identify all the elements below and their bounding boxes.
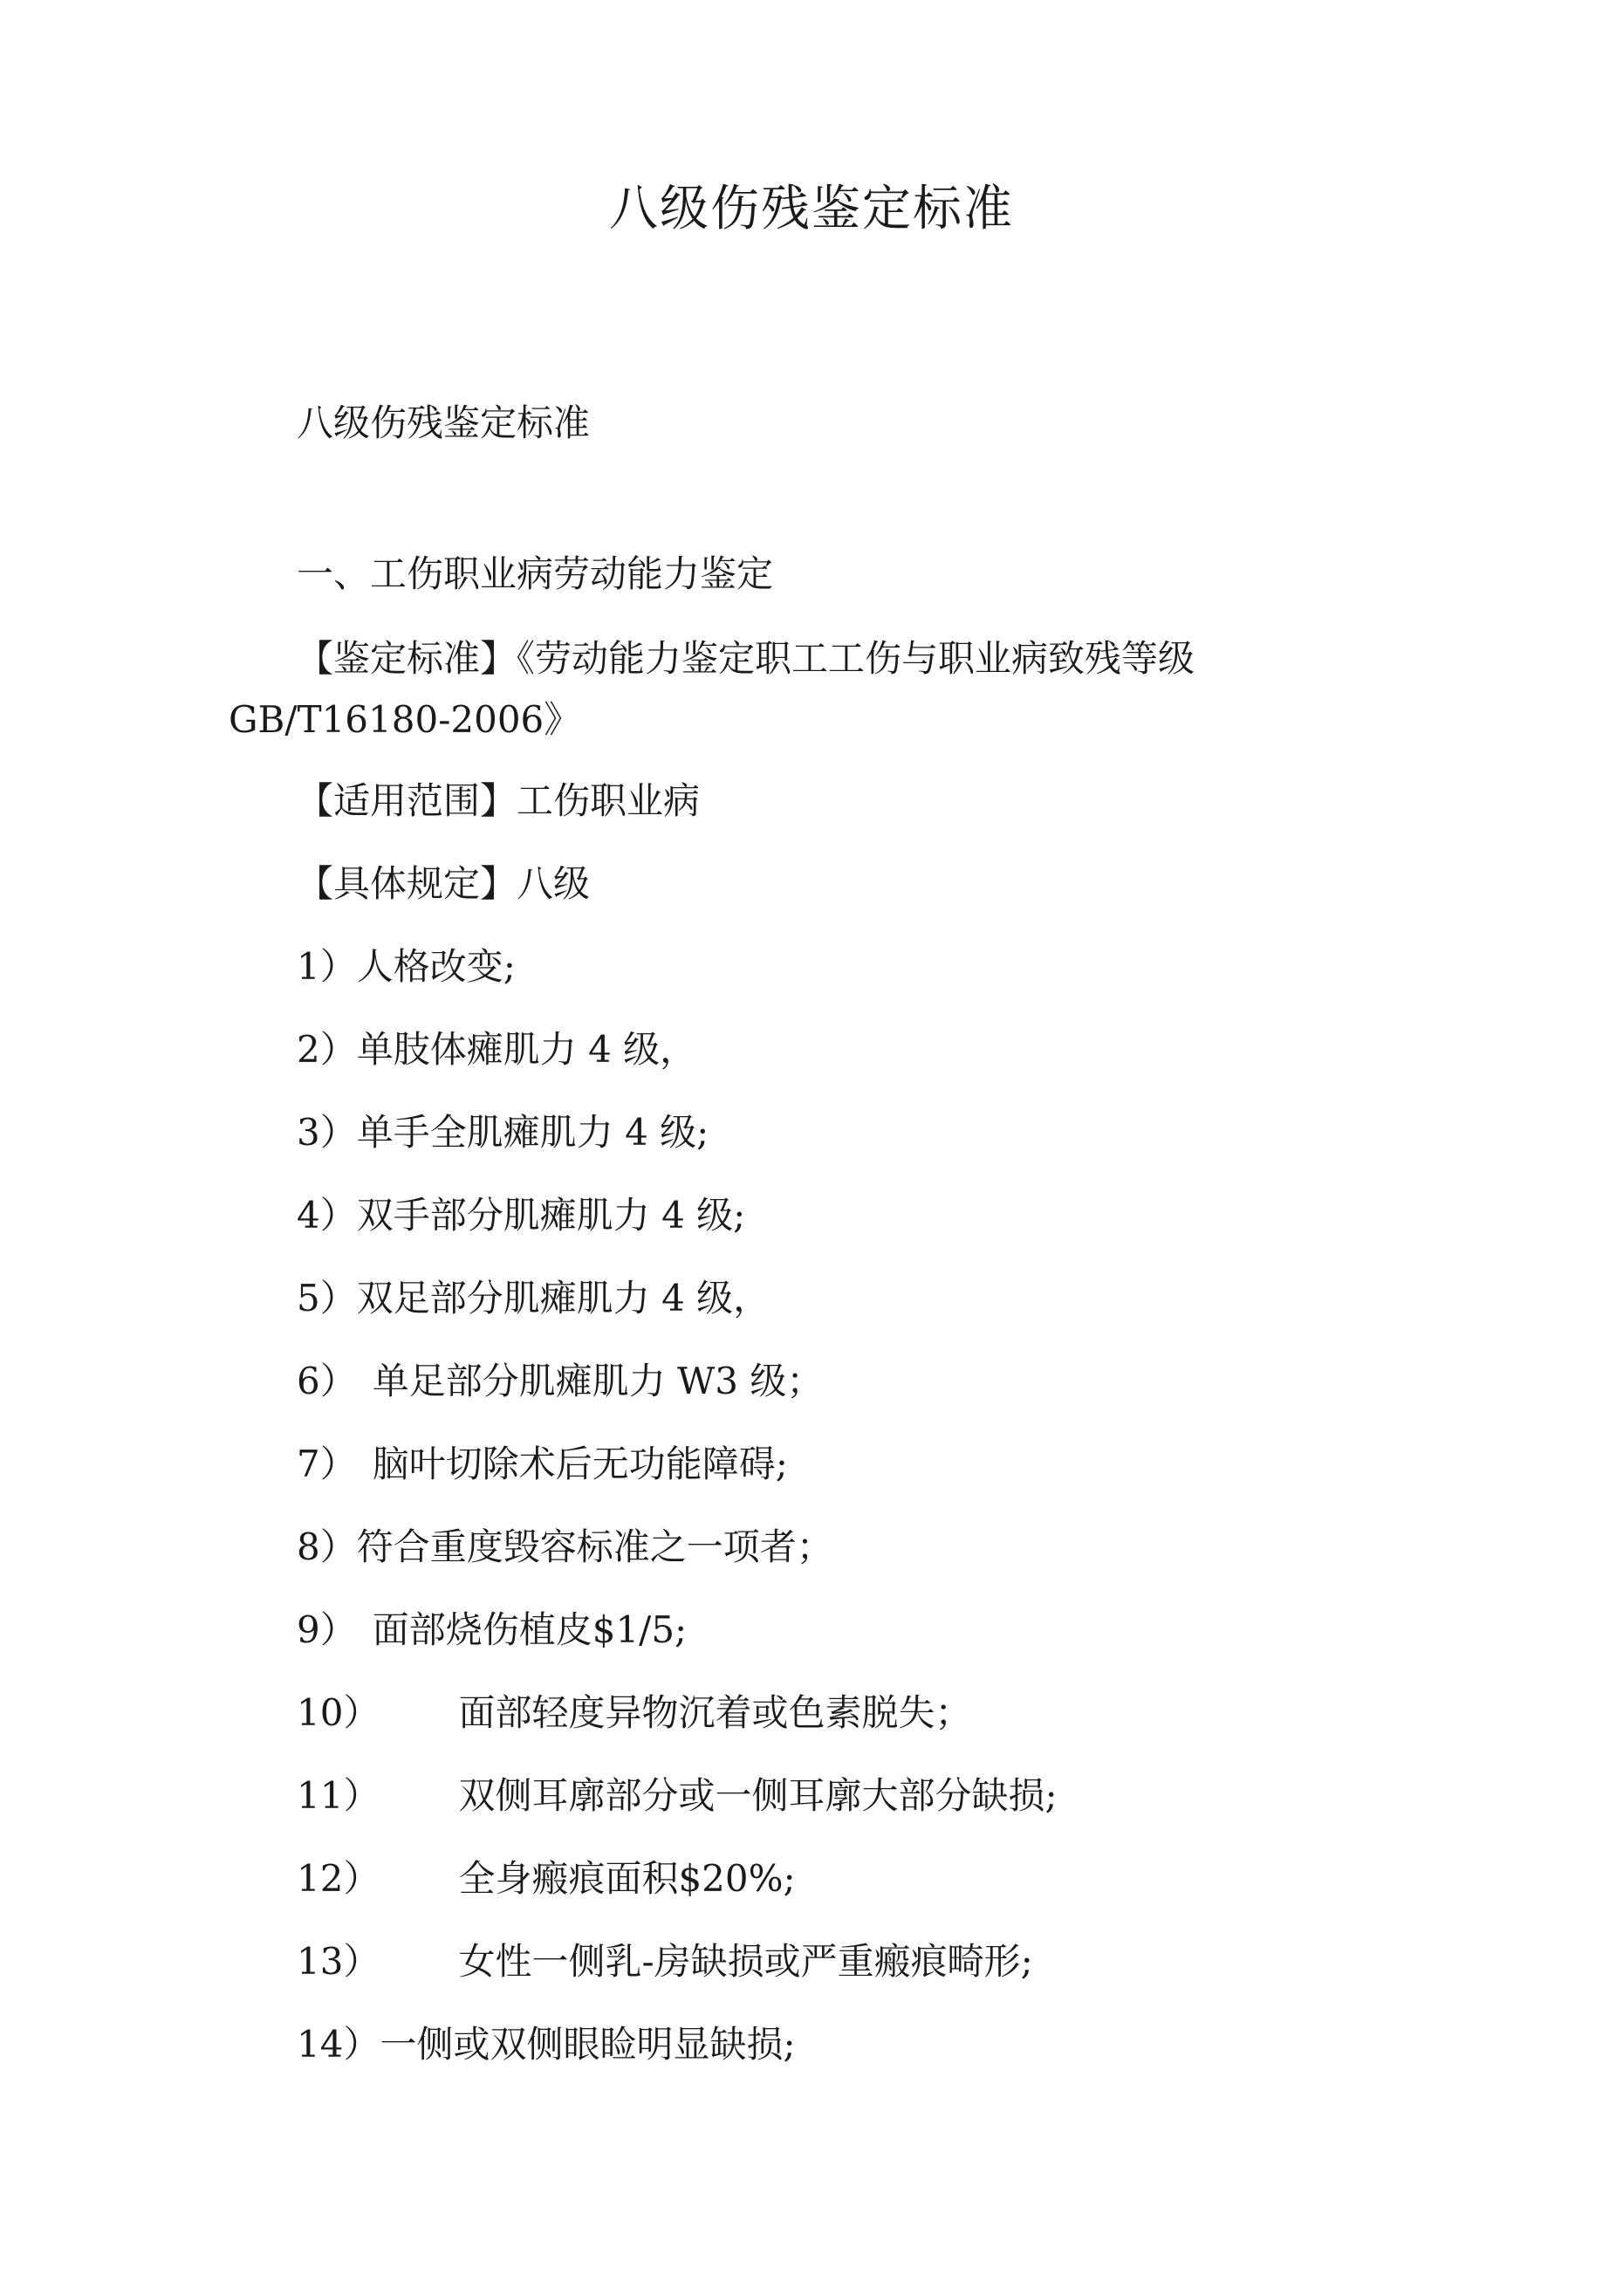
list-item-text: 双足部分肌瘫肌力 4 级， (356, 1277, 770, 1319)
rules-line (297, 858, 590, 910)
standard-label: 【鉴定标准】 (297, 637, 517, 680)
list-item (297, 2018, 796, 2071)
scope-label: 【适用范围】 (297, 779, 517, 822)
list-item (297, 1024, 696, 1076)
list-item-number: 3） (297, 1111, 357, 1154)
list-item-text: 双侧耳廓部分或一侧耳廓大部分缺损; (458, 1774, 1058, 1817)
scope-value: 工伤职业病 (517, 779, 701, 822)
list-item-text: 单手全肌瘫肌力 4 级; (356, 1111, 709, 1154)
list-item-number: 14） (297, 2023, 380, 2066)
list-item-number: 8） (297, 1525, 357, 1568)
list-item-text: 全身瘢痕面积$20%; (458, 1857, 796, 1900)
list-item-text: 单肢体瘫肌力 4 级， (356, 1028, 697, 1071)
list-item-number: 9） (297, 1608, 357, 1651)
list-item-text: 一侧或双侧眼睑明显缺损; (380, 2023, 796, 2066)
list-item-number: 7） (297, 1443, 357, 1485)
standard-line (297, 633, 1195, 685)
list-item-number: 1） (297, 945, 357, 988)
document-title: 八级伤残鉴定标准 (609, 181, 1014, 237)
list-item (297, 1687, 971, 1739)
list-item-number: 6） (297, 1360, 357, 1402)
list-item (297, 1604, 687, 1656)
list-item (297, 1936, 1033, 1988)
list-item-text: 脑叶切除术后无功能障碍; (372, 1443, 788, 1485)
list-item (297, 941, 516, 993)
list-item (297, 1272, 770, 1325)
list-item-text: 面部烧伤植皮$1/5; (372, 1608, 688, 1651)
list-item-number: 12） (297, 1857, 380, 1900)
rules-label: 【具体规定】 (297, 862, 517, 905)
list-item-number: 5） (297, 1277, 357, 1319)
list-item (297, 1521, 833, 1573)
list-item-number: 11） (297, 1774, 380, 1817)
list-item (297, 1189, 745, 1242)
list-item-text: 女性一侧乳-房缺损或严重瘢痕畸形; (458, 1940, 1033, 1983)
list-item (297, 1770, 1058, 1822)
list-item (297, 1107, 709, 1159)
list-item-text: 符合重度毁容标准之一项者； (356, 1525, 833, 1568)
list-item-number: 2） (297, 1028, 357, 1071)
list-item-text: 人格改变; (356, 945, 516, 988)
list-item-number: 4） (297, 1194, 357, 1237)
scope-line (297, 775, 700, 827)
list-item-number: 10） (297, 1691, 380, 1734)
list-item (297, 1355, 823, 1408)
standard-value: 《劳动能力鉴定职工工伤与职业病致残等级 (517, 637, 1195, 680)
list-item-number: 13） (297, 1940, 380, 1983)
rules-value: 八级 (517, 862, 591, 905)
list-item (297, 1438, 788, 1491)
list-item-text: 双手部分肌瘫肌力 4 级; (356, 1194, 746, 1237)
list-item-text: 面部轻度异物沉着或色素脱失； (458, 1691, 972, 1734)
standard-value-continuation: GB/T16180-2006》 (229, 698, 581, 741)
list-item-text: 单足部分肌瘫肌力 W3 级； (372, 1360, 824, 1402)
list-item (297, 1853, 796, 1905)
document-subtitle: 八级伤残鉴定标准 (297, 401, 591, 444)
section-heading: 一、工伤职业病劳动能力鉴定 (297, 552, 774, 595)
